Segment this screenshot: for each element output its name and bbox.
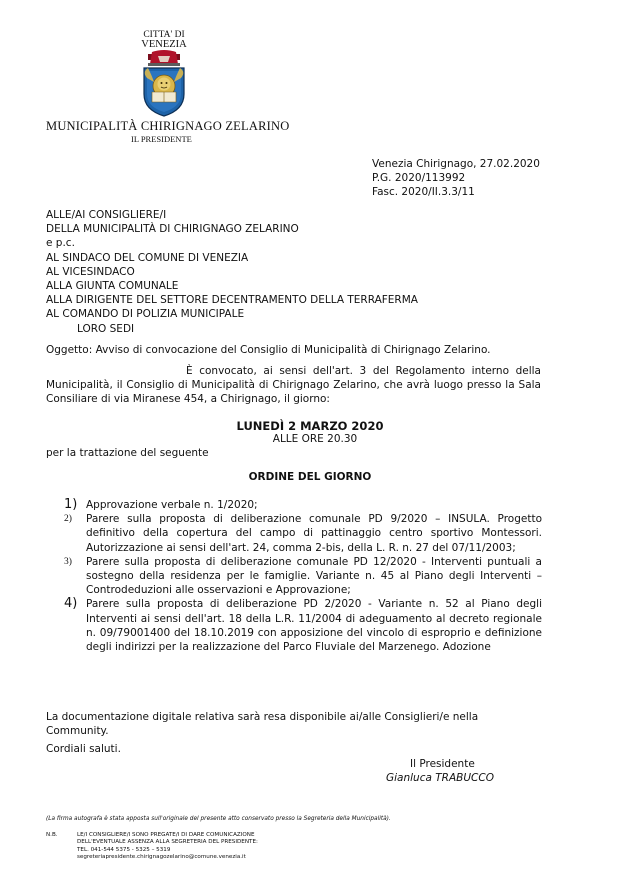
autograph-note: (La firma autografa è stata apposta sull'originale del presente atto conservato presso la Segreteria della Municipalità). (46, 816, 391, 822)
recipient-line: ALLA DIRIGENTE DEL SETTORE DECENTRAMENTO DELLA TERRAFERMA (46, 294, 418, 307)
agenda-item-number: 1) (64, 497, 78, 512)
recipient-line-loro-sedi: LORO SEDI (77, 322, 135, 335)
agenda-item-number: 4) (64, 596, 78, 612)
intro-text: È convocato, ai sensi dell'art. 3 del Regolamento interno della Municipalità, il Consiglio di Municipalità di Chirignago Zelarino, che avrà luogo presso la Sala Consiliare di via Miranese 454, a Chirignago, il giorno: (46, 365, 541, 406)
nb-phone: TEL. 041-544 5375 - 5325 – 5319 (77, 846, 171, 853)
treatment-line: per la trattazione del seguente (46, 447, 209, 459)
signature-name: Gianluca TRABUCCO (386, 772, 494, 784)
agenda-item-text: Parere sulla proposta di deliberazione comunale PD 9/2020 – INSULA. Progetto definitivo della copertura del campo di pattinaggio centro sportivo Montessori. Autorizzazione ai sensi dell'art. 24, comma 2-bis, della L. R. n. 27 del 07/11/2003; (86, 513, 542, 554)
venice-lion-crest-icon (138, 50, 190, 118)
agenda-item (64, 597, 542, 654)
intro-paragraph (46, 364, 541, 407)
file-number: Fasc. 2020/II.3.3/11 (372, 186, 475, 198)
meeting-date: LUNEDÌ 2 MARZO 2020 (236, 419, 384, 433)
city-name-line2: VENEZIA (141, 39, 187, 50)
protocol-number: P.G. 2020/113992 (372, 172, 466, 184)
nb-line: LE/I CONSIGLIERE/I SONO PREGATE/I DI DARE COMUNICAZIONE (77, 832, 255, 838)
recipient-line: ALLE/AI CONSIGLIERE/I (46, 209, 167, 221)
agenda-item-text: Approvazione verbale n. 1/2020; (86, 499, 258, 511)
documentation-paragraph: La documentazione digitale relativa sarà resa disponibile ai/alle Consiglieri/e nella Community. (46, 711, 479, 738)
municipality-title: MUNICIPALITÀ CHIRIGNAGO ZELARINO (46, 119, 290, 133)
nb-label: N.B. (46, 832, 58, 838)
recipient-line: DELLA MUNICIPALITÀ DI CHIRIGNAGO ZELARINO (46, 223, 299, 236)
recipient-line: AL COMANDO DI POLIZIA MUNICIPALE (46, 308, 245, 321)
nb-line: DELL'EVENTUALE ASSENZA ALLA SEGRETERIA DEL PRESIDENTE: (77, 839, 258, 846)
recipients-block (46, 208, 418, 336)
office-title: IL PRESIDENTE (131, 134, 192, 144)
agenda-item (64, 512, 542, 555)
agenda-item-number: 2) (64, 514, 72, 525)
nb-note (77, 832, 258, 862)
subject-line: Oggetto: Avviso di convocazione del Consiglio di Municipalità di Chirignago Zelarino. (46, 344, 491, 356)
city-name (138, 30, 190, 50)
place-date: Venezia Chirignago, 27.02.2020 (372, 158, 540, 170)
recipient-line: e p.c. (46, 237, 75, 250)
agenda-item (64, 555, 542, 598)
signature-title: Il Presidente (410, 758, 475, 770)
nb-email: segreteriapresidente.chirignagozelarino@comune.venezia.it (77, 854, 246, 861)
agenda-item-text: Parere sulla proposta di deliberazione comunale PD 12/2020 - Interventi puntuali a sostegno della residenza per le famiglie. Variante n. 45 al Piano degli Interventi – Controdeduzioni alle osservazioni e Approvazione; (86, 555, 542, 597)
greeting: Cordiali saluti. (46, 743, 121, 755)
recipient-line: AL SINDACO DEL COMUNE DI VENEZIA (46, 251, 249, 264)
agenda-list (64, 498, 542, 654)
meeting-time: ALLE ORE 20.30 (272, 433, 358, 445)
agenda-item (64, 498, 542, 512)
recipient-line: AL VICESINDACO (46, 265, 135, 278)
agenda-item-number: 3) (64, 556, 72, 567)
city-name-line1: CITTA' DI (143, 30, 185, 40)
agenda-item-text: Parere sulla proposta di deliberazione PD 2/2020 - Variante n. 52 al Piano degli Interventi ai sensi dell'art. 18 della L.R. 11/2004 di adeguamento al decreto regionale n. 09/79001400 del 18.10.2019 con apposizione del vincolo di esproprio e definizione degli indirizzi per la realizzazione del Parco Fluviale del Marzenego. Adozione (86, 598, 542, 654)
recipient-line: ALLA GIUNTA COMUNALE (46, 280, 179, 293)
reference-block (372, 157, 540, 199)
agenda-title: ORDINE DEL GIORNO (248, 471, 372, 483)
